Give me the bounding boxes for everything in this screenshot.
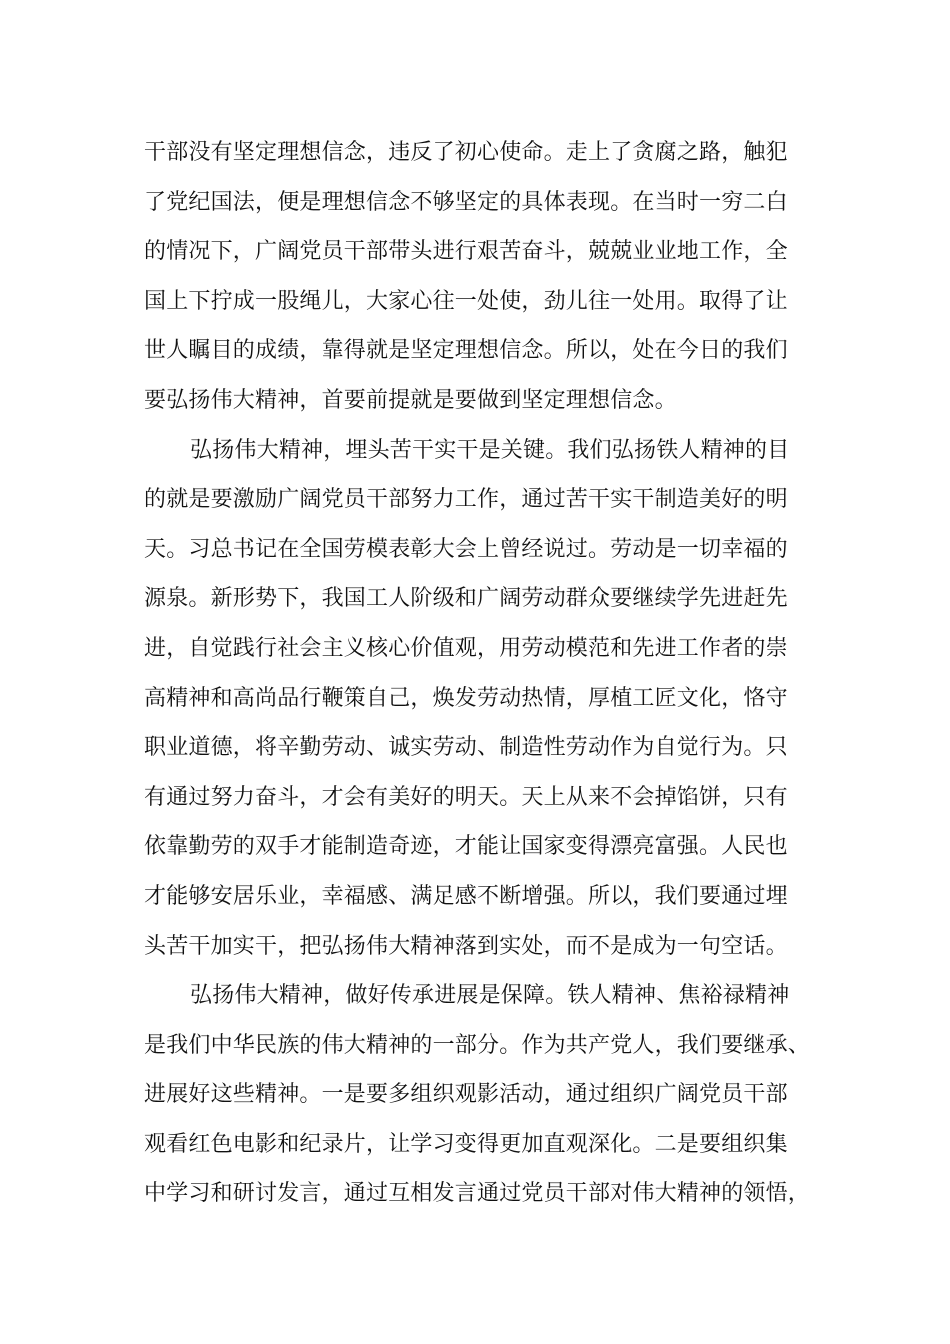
text-line: 中学习和研讨发言，通过互相发言通过党员干部对伟大精神的领悟，: [144, 1181, 811, 1207]
text-line: 头苦干加实干，把弘扬伟大精神落到实处，而不是成为一句空话。: [144, 933, 788, 959]
text-line: 的就是要激励广阔党员干部努力工作，通过苦干实干制造美好的明: [144, 487, 788, 513]
text-line: 的情况下，广阔党员干部带头进行艰苦奋斗，兢兢业业地工作，全: [144, 239, 788, 265]
text-line: 进，自觉践行社会主义核心价值观，用劳动模范和先进工作者的崇: [144, 635, 788, 661]
text-line: 有通过努力奋斗，才会有美好的明天。天上从来不会掉馅饼，只有: [144, 784, 788, 810]
text-line: 国上下拧成一股绳儿，大家心往一处使，劲儿往一处用。取得了让: [144, 288, 788, 314]
text-line: 要弘扬伟大精神，首要前提就是要做到坚定理想信念。: [144, 387, 677, 413]
text-line: 高精神和高尚品行鞭策自己，焕发劳动热情，厚植工匠文化，恪守: [144, 685, 788, 711]
paragraph-start-line: 弘扬伟大精神，埋头苦干实干是关键。我们弘扬铁人精神的目: [190, 437, 790, 463]
text-line: 干部没有坚定理想信念，违反了初心使命。走上了贪腐之路，触犯: [144, 140, 788, 165]
text-line: 进展好这些精神。一是要多组织观影活动，通过组织广阔党员干部: [144, 1082, 788, 1108]
text-line: 了党纪国法，便是理想信念不够坚定的具体表现。在当时一穷二白: [144, 189, 788, 215]
text-line: 才能够安居乐业，幸福感、满足感不断增强。所以，我们要通过埋: [144, 883, 788, 909]
body-text: [144, 128, 811, 1219]
text-line: 观看红色电影和纪录片，让学习变得更加直观深化。二是要组织集: [144, 1131, 788, 1157]
text-line: 职业道德，将辛勤劳动、诚实劳动、制造性劳动作为自觉行为。只: [144, 735, 788, 761]
paragraph-start-line: 弘扬伟大精神，做好传承进展是保障。铁人精神、焦裕禄精神: [190, 983, 790, 1009]
text-line: 源泉。新形势下，我国工人阶级和广阔劳动群众要继续学先进赶先: [144, 586, 788, 612]
text-line: 是我们中华民族的伟大精神的一部分。作为共产党人，我们要继承、: [144, 1032, 811, 1058]
text-line: 天。习总书记在全国劳模表彰大会上曾经说过。劳动是一切幸福的: [144, 536, 788, 562]
text-line: 世人瞩目的成绩，靠得就是坚定理想信念。所以，处在今日的我们: [144, 338, 788, 364]
text-line: 依靠勤劳的双手才能制造奇迹，才能让国家变得漂亮富强。人民也: [144, 834, 788, 860]
